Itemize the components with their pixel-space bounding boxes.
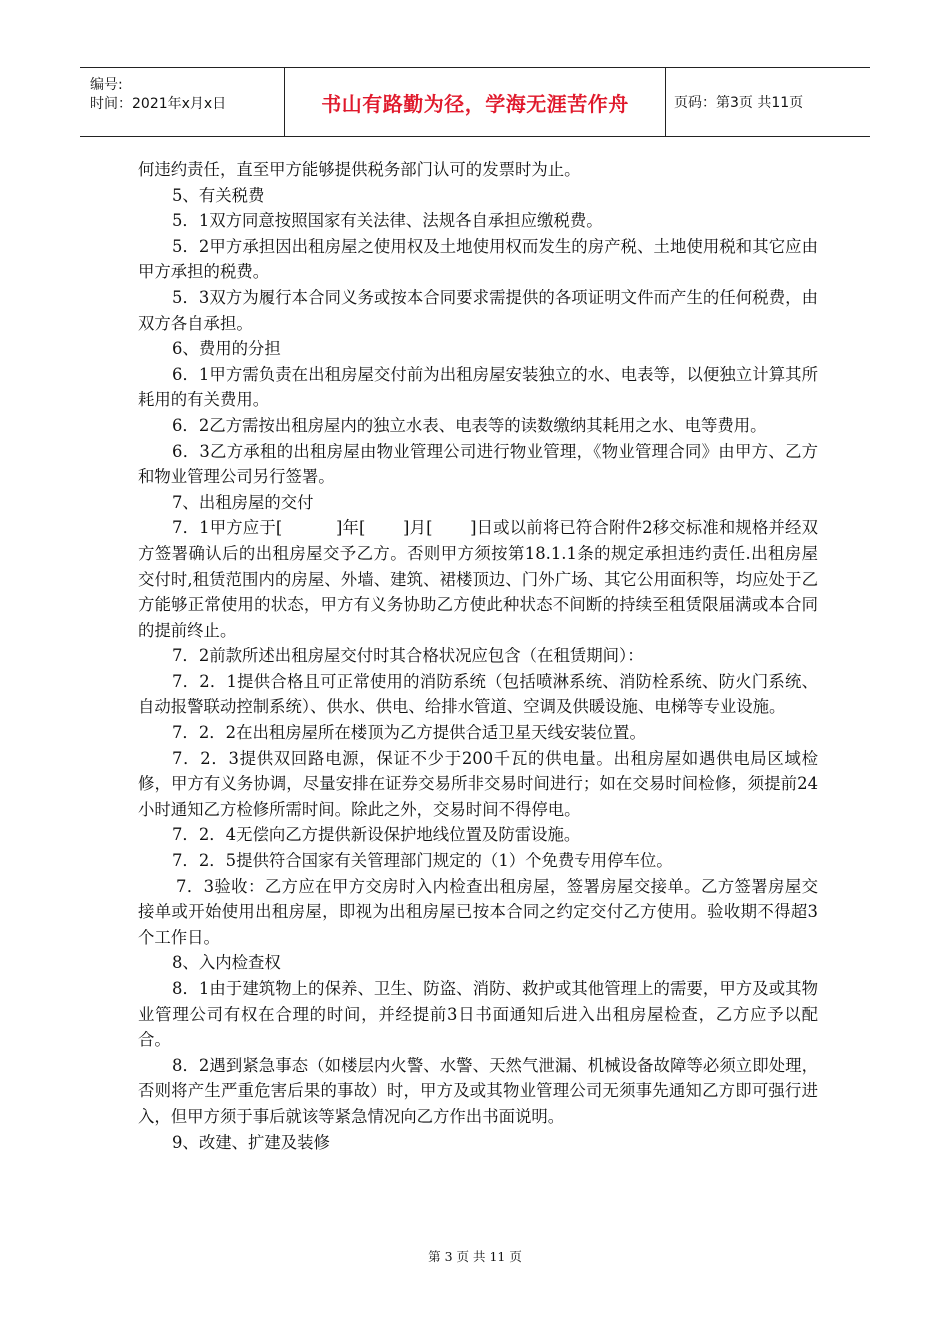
paragraph: 5．3双方为履行本合同义务或按本合同要求需提供的各项证明文件而产生的任何税费，由双方各自承担。 (138, 287, 818, 333)
paragraph: 7．2．1提供合格且可正常使用的消防系统（包括喷淋系统、消防栓系统、防火门系统、自动报警联动控制系统）、供水、供电、给排水管道、空调及供暖设施、电梯等专业设施。 (138, 671, 818, 717)
document-body (138, 157, 818, 1155)
section-heading: 8、入内检查权 (172, 953, 281, 973)
document-time-label: 时间：2021年x月x日 (90, 96, 227, 112)
paragraph: 7．2．3提供双回路电源，保证不少于200千瓦的供电量。出租房屋如遇供电局区域检修，甲方有义务协调，尽量安排在证券交易所非交易时间进行；如在交易时间检修，须提前24小时通知乙方检修所需时间。除此之外，交易时间不得停电。 (138, 748, 818, 819)
header-motto-cell (284, 68, 666, 136)
section-heading: 6、费用的分担 (172, 339, 281, 359)
header-motto: 书山有路勤为径，学海无涯苦作舟 (321, 91, 629, 116)
paragraph: 8．1由于建筑物上的保养、卫生、防盗、消防、救护或其他管理上的需要，甲方及或其物业管理公司有权在合理的时间，并经提前3日书面通知后进入出租房屋检查，乙方应予以配合。 (138, 979, 818, 1050)
paragraph: 5．2甲方承担因出租房屋之使用权及土地使用权而发生的房产税、土地使用税和其它应由甲方承担的税费。 (138, 236, 818, 282)
paragraph: 7．2．5提供符合国家有关管理部门规定的（1）个免费专用停车位。 (172, 851, 673, 871)
paragraph: 6．1甲方需负责在出租房屋交付前为出租房屋安装独立的水、电表等，以便独立计算其所耗用的有关费用。 (138, 364, 818, 410)
paragraph: 7．3验收：乙方应在甲方交房时入内检查出租房屋，签署房屋交接单。乙方签署房屋交接单或开始使用出租房屋，即视为出租房屋已按本合同之约定交付乙方使用。验收期不得超3个工作日。 (138, 876, 818, 947)
paragraph: 6．3乙方承租的出租房屋由物业管理公司进行物业管理，《物业管理合同》由甲方、乙方和物业管理公司另行签署。 (138, 441, 818, 487)
paragraph: 何违约责任，直至甲方能够提供税务部门认可的发票时为止。 (138, 160, 581, 179)
paragraph: 5．1双方同意按照国家有关法律、法规各自承担应缴税费。 (172, 211, 603, 231)
paragraph: 7．2．4无偿向乙方提供新设保护地线位置及防雷设施。 (172, 825, 581, 845)
document-number-label: 编号: (90, 77, 123, 93)
paragraph: 6．2乙方需按出租房屋内的独立水表、电表等的读数缴纳其耗用之水、电等费用。 (172, 415, 767, 435)
page-footer: 第 3 页 共 11 页 (428, 1249, 522, 1264)
paragraph: 7．2．2在出租房屋所在楼顶为乙方提供合适卫星天线安装位置。 (172, 723, 646, 743)
paragraph: 7．1甲方应于[ ]年[ ]月[ ]日或以前将已符合附件2移交标准和规格并经双方签署确认后的出租房屋交予乙方。否则甲方须按第18.1.1条的规定承担违约责任.出租房屋交付时,租赁范围内的房屋、外墙、建筑、裙楼顶边、门外广场、其它公用面积等，均应处于乙方能够正常使用的状态，甲方有义务协助乙方使此种状态不间断的持续至租赁限届满或本合同的提前终止。 (138, 518, 818, 640)
paragraph: 8．2遇到紧急事态（如楼层内火警、水警、天然气泄漏、机械设备故障等必须立即处理，否则将产生严重危害后果的事故）时，甲方及或其物业管理公司无须事先通知乙方即可强行进入，但甲方须于事后就该等紧急情况向乙方作出书面说明。 (138, 1055, 818, 1126)
paragraph: 7．2前款所述出租房屋交付时其合格状况应包含（在租赁期间）： (172, 646, 644, 666)
header-page-info: 页码：第3页 共11页 (674, 95, 804, 111)
page-header (80, 67, 870, 137)
section-heading: 7、出租房屋的交付 (172, 492, 314, 512)
header-meta (80, 68, 284, 136)
section-heading: 5、有关税费 (172, 185, 265, 205)
section-heading: 9、改建、扩建及装修 (172, 1132, 330, 1152)
